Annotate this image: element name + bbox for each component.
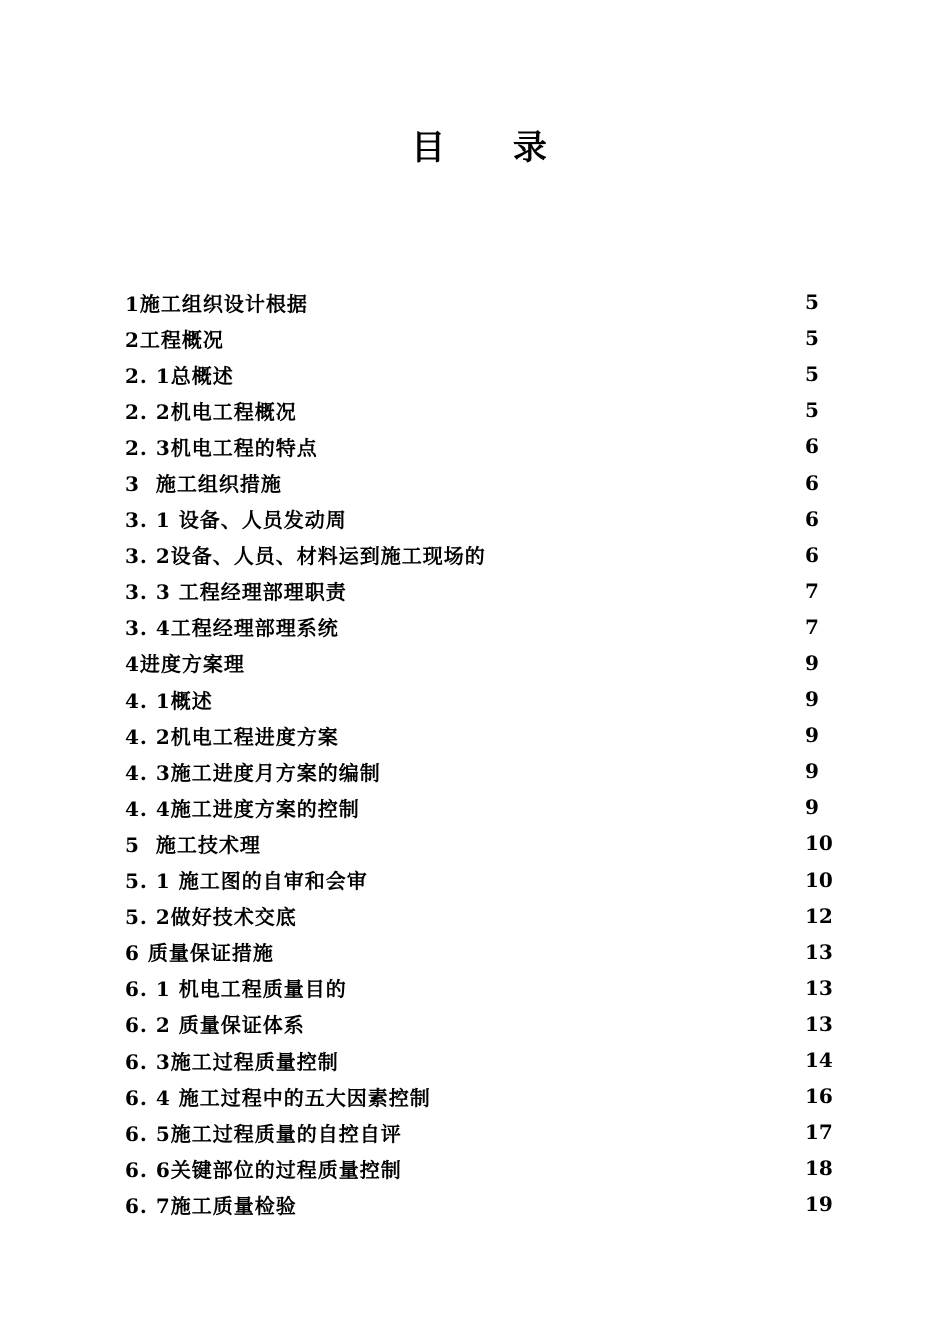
toc-entry-page-number: 16 <box>805 1084 833 1109</box>
toc-entry <box>125 284 825 320</box>
toc-entry <box>125 320 825 356</box>
toc-entry-title: 2. 3机电工程的特点 <box>125 435 318 460</box>
toc-entry-title: 2工程概况 <box>125 327 224 352</box>
toc-entry-title: 4进度方案理 <box>125 652 245 677</box>
toc-entry-page-number: 6 <box>805 470 819 495</box>
toc-entry-title: 5. 2做好技术交底 <box>125 905 297 930</box>
toc-entry-page-number: 12 <box>805 903 833 928</box>
toc-entry-page-number: 13 <box>805 1011 833 1036</box>
toc-entry-title: 3. 3 工程经理部理职责 <box>125 580 347 605</box>
toc-entry <box>125 681 825 717</box>
toc-entry <box>125 1150 833 1186</box>
toc-entry-page-number: 6 <box>805 506 819 531</box>
toc-entry-title: 3 施工组织措施 <box>125 472 282 497</box>
toc-entry <box>125 501 825 537</box>
toc-entry <box>125 825 833 861</box>
toc-entry-page-number: 13 <box>805 939 833 964</box>
toc-entry-title: 4. 2机电工程进度方案 <box>125 724 339 749</box>
toc-entry <box>125 753 825 789</box>
toc-entry-title: 6. 1 机电工程质量目的 <box>125 977 347 1002</box>
toc-entry-title: 6. 7施工质量检验 <box>125 1193 297 1218</box>
toc-entry <box>125 970 833 1006</box>
toc-entry-page-number: 9 <box>805 723 819 748</box>
toc-entry <box>125 1078 833 1114</box>
toc-entry <box>125 573 825 609</box>
toc-entry-title: 4. 3施工进度月方案的编制 <box>125 760 381 785</box>
toc-entry-page-number: 6 <box>805 542 819 567</box>
toc-entry-title: 2. 1总概述 <box>125 363 234 388</box>
toc-entry-page-number: 5 <box>805 290 819 315</box>
toc-entry-page-number: 5 <box>805 398 819 423</box>
toc-entry-page-number: 14 <box>805 1048 833 1073</box>
toc-entry-page-number: 7 <box>805 614 819 639</box>
toc-entry <box>125 934 833 970</box>
toc-entry-title: 4. 1概述 <box>125 688 213 713</box>
toc-entry-title: 3. 4工程经理部理系统 <box>125 616 339 641</box>
toc-entry-page-number: 9 <box>805 687 819 712</box>
toc-entry <box>125 428 825 464</box>
toc-entry-title: 6. 3施工过程质量控制 <box>125 1049 339 1074</box>
toc-entry-page-number: 17 <box>805 1120 833 1145</box>
toc-entry-page-number: 10 <box>805 831 833 856</box>
page-title: 目 录 <box>411 128 575 168</box>
toc-entry <box>125 1042 833 1078</box>
toc-entry-page-number: 10 <box>805 867 833 892</box>
toc-entry <box>125 464 825 500</box>
toc-entry-title: 6. 2 质量保证体系 <box>125 1013 305 1038</box>
toc-entry-title: 6 质量保证措施 <box>125 941 274 966</box>
toc-entry-title: 3. 2设备、人员、材料运到施工现场的 <box>125 544 486 569</box>
toc-entry-page-number: 5 <box>805 362 819 387</box>
toc-entry <box>125 609 825 645</box>
toc-entry-page-number: 9 <box>805 650 819 675</box>
toc-entry-title: 4. 4施工进度方案的控制 <box>125 796 360 821</box>
toc-entry <box>125 789 825 825</box>
toc-entry-title: 2. 2机电工程概况 <box>125 399 297 424</box>
toc-entry-title: 6. 4 施工过程中的五大因素控制 <box>125 1085 431 1110</box>
toc-entry-page-number: 18 <box>805 1156 833 1181</box>
toc-entry-title: 5 施工技术理 <box>125 832 261 857</box>
toc-entry-page-number: 7 <box>805 578 819 603</box>
toc-entry-page-number: 13 <box>805 975 833 1000</box>
toc-entry <box>125 392 825 428</box>
toc-entry <box>125 717 825 753</box>
toc-entry <box>125 1114 833 1150</box>
toc-entry-title: 1施工组织设计根据 <box>125 291 308 316</box>
toc-entry <box>125 1006 833 1042</box>
toc-entry-page-number: 9 <box>805 759 819 784</box>
toc-entry <box>125 898 833 934</box>
toc-entry <box>125 537 825 573</box>
toc-entry-title: 6. 5施工过程质量的自控自评 <box>125 1121 402 1146</box>
toc-entry-title: 5. 1 施工图的自审和会审 <box>125 869 368 894</box>
toc-entry-title: 6. 6关键部位的过程质量控制 <box>125 1157 402 1182</box>
toc-entry <box>125 645 825 681</box>
table-of-contents <box>125 284 833 1222</box>
toc-entry-page-number: 5 <box>805 326 819 351</box>
toc-entry-page-number: 6 <box>805 434 819 459</box>
toc-entry <box>125 356 825 392</box>
toc-entry <box>125 1186 833 1222</box>
toc-entry-title: 3. 1 设备、人员发动周 <box>125 508 347 533</box>
toc-entry-page-number: 19 <box>805 1192 833 1217</box>
toc-entry <box>125 862 833 898</box>
toc-entry-page-number: 9 <box>805 795 819 820</box>
